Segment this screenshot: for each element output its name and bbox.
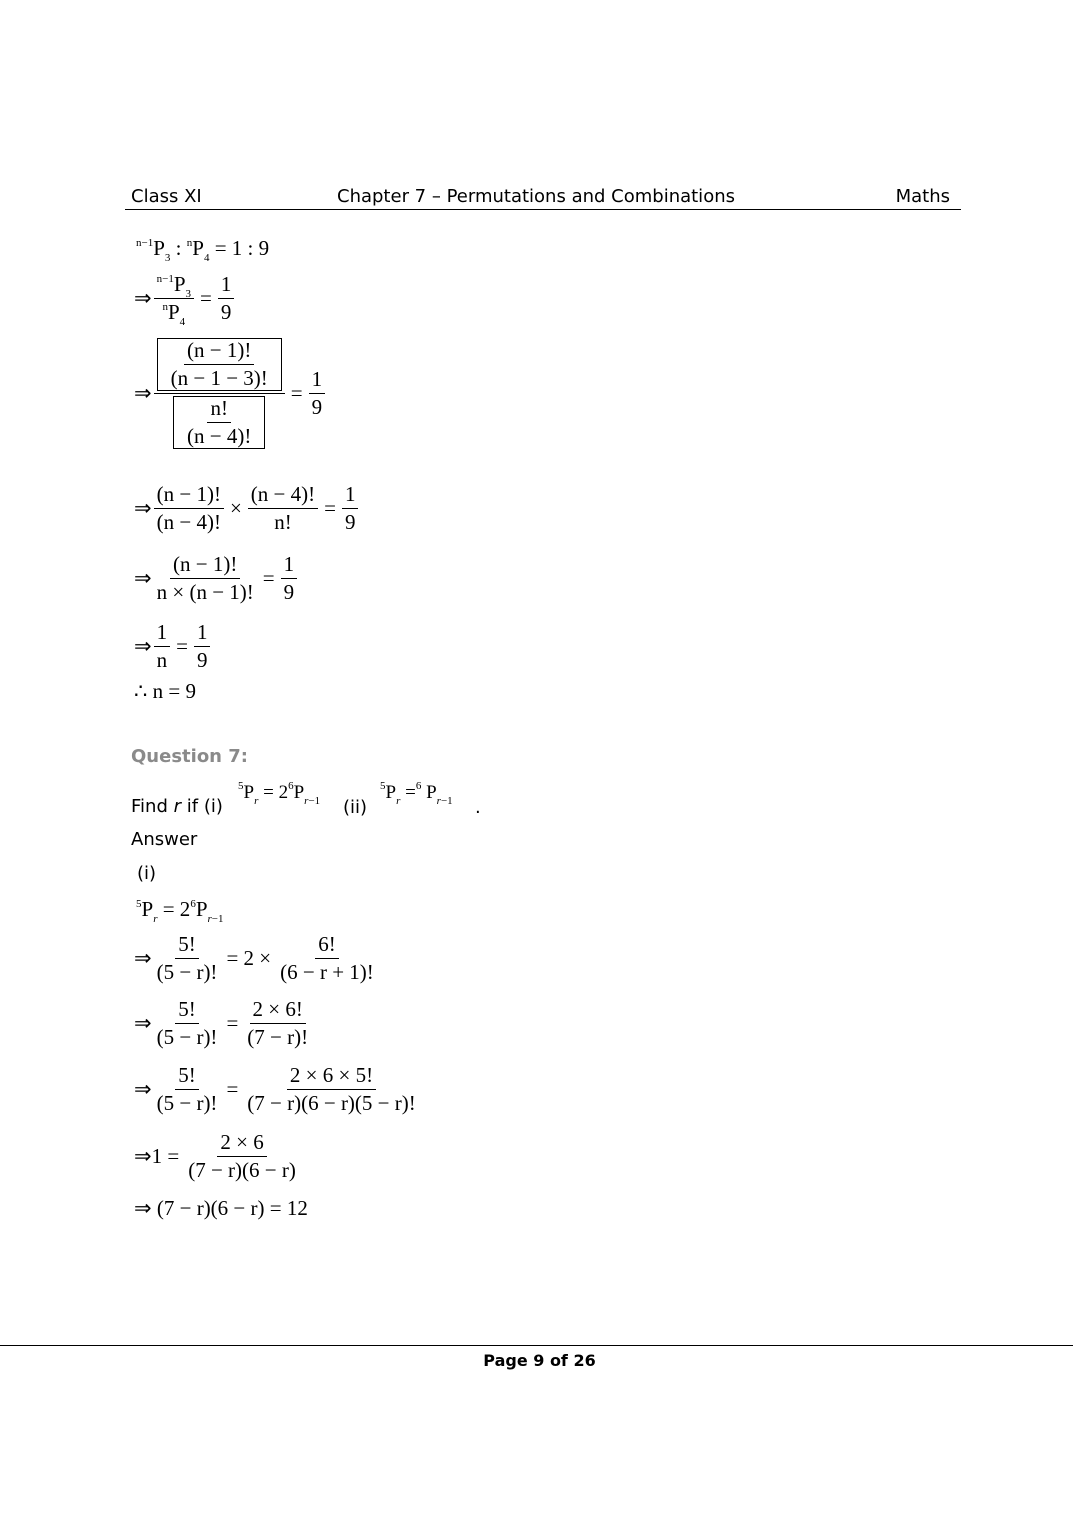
equation-line: ⇒ $\frac{\frac{(n - 1)!}{(n - 1 - 3)!}}{\frac{n!}{(n - 4)!}}$ = $\frac{1}{9}$ xyxy=(134,338,327,449)
question-period: . xyxy=(475,797,481,818)
conclusion-line: ∴ n = 9 xyxy=(134,679,196,703)
fraction: $\frac{\frac{(n - 1)!}{(n - 1 - 3)!}}{\frac{n!}{(n - 4)!}}$ xyxy=(154,338,285,449)
fraction: $\frac{1}{9}$ xyxy=(218,272,235,325)
fraction: $\frac{1}{9}$ xyxy=(342,482,359,535)
fraction: $\frac{(n - 1)!}{n \times (n - 1)!}$ xyxy=(156,552,254,604)
question-part-ii: (ii) xyxy=(343,797,368,818)
equation-line: ⇒ $\frac{(n - 1)!}{n \times (n - 1)!}$ = $\frac{1}{9}$ xyxy=(134,552,299,605)
equation-line: $^5P_r = 2^6P_{r-1}$ xyxy=(136,897,224,925)
header-class: Class XI xyxy=(131,186,202,207)
equation-line: ⇒ (7 − r)(6 − r) = 12 xyxy=(134,1196,308,1220)
fraction: $\frac{1}{9}$ xyxy=(309,367,326,420)
header-chapter: Chapter 7 – Permutations and Combinations xyxy=(337,186,735,207)
answer-label: Answer xyxy=(131,829,198,850)
equation-line: ⇒ $\frac{(n - 1)!}{(n - 4)!}$ × $\frac{(n - 4)!}{n!}$ = $\frac{1}{9}$ xyxy=(134,482,360,535)
footer-divider xyxy=(0,1345,1073,1346)
page-number: Page 9 of 26 xyxy=(483,1351,596,1370)
fraction: $\frac{2 \times 6 \times 5!}{(7 - r)(6 - r)(5 - r)!}$ xyxy=(247,1063,416,1115)
question-text: Find r if (i) xyxy=(131,796,223,817)
equation-line: ⇒ $\frac{1}{n}$ = $\frac{1}{9}$ xyxy=(134,620,212,673)
fraction: $\frac{5!}{(5 - r)!}$ xyxy=(156,997,218,1049)
equation-line: ⇒ $\frac{^{n-1}P_3}{^nP_4}$ = $\frac{1}{9}$ xyxy=(134,272,236,325)
fraction: $\frac{1}{n}$ xyxy=(154,620,171,673)
fraction: $\frac{2 \times 6}{(7 - r)(6 - r)}$ xyxy=(188,1130,296,1182)
fraction: $\frac{(n - 1)!}{(n - 4)!}$ xyxy=(154,482,224,535)
question-title: Question 7: xyxy=(131,746,248,767)
fraction: $\frac{(n - 4)!}{n!}$ xyxy=(248,482,318,535)
equation-line: ⇒ $\frac{5!}{(5 - r)!}$ = $\frac{2 \times 6 \times 5!}{(7 - r)(6 - r)(5 - r)!}$ xyxy=(134,1063,421,1116)
equation-line: $^{n-1}P_3$ : $^nP_4 = 1$ : 9 xyxy=(136,236,270,264)
fraction: $\frac{5!}{(5 - r)!}$ xyxy=(156,932,218,984)
equation-line: ⇒ $\frac{5!}{(5 - r)!}$ = 2 × $\frac{6!}{(6 - r + 1)!}$ xyxy=(134,932,379,985)
fraction: $\frac{5!}{(5 - r)!}$ xyxy=(156,1063,218,1115)
question-equation-i: $^5P_r = 2^6P_{r-1}$ xyxy=(238,780,321,807)
part-i-label: (i) xyxy=(137,863,157,884)
fraction: $\frac{6!}{(6 - r + 1)!}$ xyxy=(280,932,374,984)
question-equation-ii: $^5P_r =^6$ $P_{r-1}$ xyxy=(380,780,453,807)
fraction: $\frac{2 \times 6!}{(7 - r)!}$ xyxy=(247,997,309,1049)
header-subject: Maths xyxy=(895,186,950,207)
equation-line: ⇒ $\frac{5!}{(5 - r)!}$ = $\frac{2 \times 6!}{(7 - r)!}$ xyxy=(134,997,313,1050)
equation-line: ⇒ 1 = $\frac{2 \times 6}{(7 - r)(6 - r)}$ xyxy=(134,1130,301,1183)
page-header xyxy=(125,185,961,210)
fraction: $\frac{^{n-1}P_3}{^nP_4}$ xyxy=(154,272,194,325)
fraction: $\frac{1}{9}$ xyxy=(194,620,211,673)
fraction: $\frac{1}{9}$ xyxy=(281,552,298,605)
